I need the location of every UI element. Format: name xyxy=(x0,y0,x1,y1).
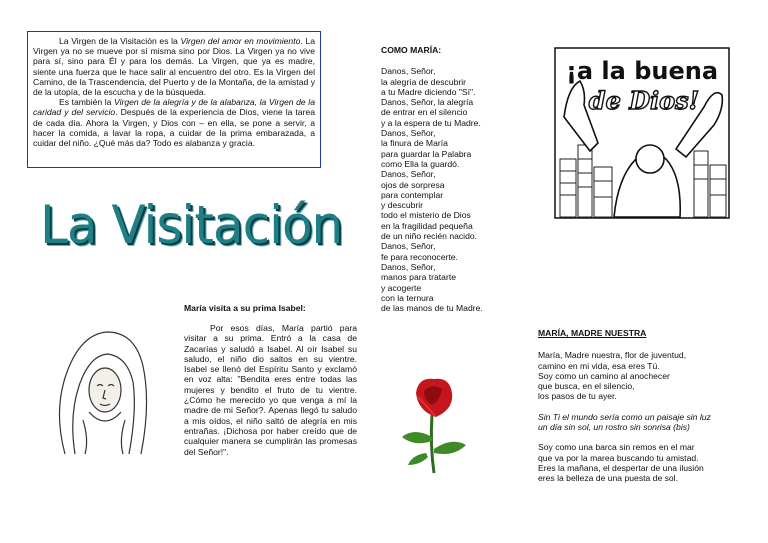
madre-title: MARÍA, MADRE NUESTRA xyxy=(538,328,647,338)
poem-line: y a la espera de tu Madre. xyxy=(381,117,481,128)
poem-line: como Ella la guardó. xyxy=(381,158,460,169)
intro-p1-italic: Virgen del amor en movimiento xyxy=(180,36,301,46)
poem-line: en la fragilidad pequeña xyxy=(381,220,473,231)
madre-line: María, Madre nuestra, flor de juventud, xyxy=(538,350,687,361)
intro-p1-text-a: La Virgen de la Visitación es la xyxy=(59,36,181,46)
madre-line: Eres la mañana, el despertar de una ilusión xyxy=(538,462,704,473)
madre-stanza-1 xyxy=(538,350,728,401)
madre-line: Sin Ti el mundo sería como un paisaje sin luz xyxy=(538,411,711,422)
poem-line: Danos, Señor, xyxy=(381,66,436,77)
isabel-title: María visita a su prima Isabel: xyxy=(184,303,306,313)
madre-line: que va por la marea buscando tu amistad. xyxy=(538,452,699,463)
poem-line: la finura de María xyxy=(381,138,448,149)
buena-de-dios-logo xyxy=(554,47,730,219)
intro-paragraph-2 xyxy=(33,97,315,148)
intro-p2-text-b: . Después de la experiencia de Dios, viene la tarea de cada día. Ahora la Virgen, y Dios con – en ella, se pone a servir, a hacer la comida, a lavar la ropa, a cuidar de la prima embarazada, a cuidar del niño. ¿Qué más da? Todo es alabanza y gracia. xyxy=(33,107,316,149)
madre-line: camino en mi vida, esa eres Tú. xyxy=(538,360,660,371)
madre-stanza-3 xyxy=(538,442,728,483)
poem-title: COMO MARÍA: xyxy=(381,45,442,55)
poem-line: Danos, Señor, xyxy=(381,241,436,252)
poem-line: Danos, Señor, xyxy=(381,128,436,139)
madre-section xyxy=(538,328,728,494)
madre-line: Soy como una barca sin remos en el mar xyxy=(538,442,695,453)
poem-line: a tu Madre diciendo "Sí". xyxy=(381,86,476,97)
intro-p1-text-b: . La Virgen ya no se mueve por sí misma sino por Dios. La Virgen ya no vive para sí, sino para Él y para los demás. La Virgen, que ya es madre, siente una fuerza que le hace salir al encuentro del otro. Es la Virgen del Camino, de la Trascendencia, del Puerto y de la Montaña, de la amistad y de la utopía, de la escucha y de la búsqueda. xyxy=(33,36,315,98)
poem-line: de las manos de tu Madre. xyxy=(381,303,483,314)
intro-p2-italic: Virgen de la alegría y de la alabanza, la Virgen de la caridad y del servicio xyxy=(33,97,315,118)
poem-line: para guardar la Palabra xyxy=(381,148,472,159)
madre-line: Soy como un camino al anochecer xyxy=(538,370,670,381)
madre-stanza-2 xyxy=(538,412,728,433)
poem-line: Danos, Señor, xyxy=(381,169,436,180)
madre-line: un día sin sol, un rostro sin sonrisa (bis) xyxy=(538,422,690,433)
intro-box xyxy=(27,31,321,168)
intro-p2-text-a: Es también la xyxy=(59,97,115,108)
isabel-text: Por esos días, María partió para visitar a su prima. Entró a la casa de Zacarías y saludó a Isabel. Al oír Isabel su saludo, el niño dio saltos en su vientre. Isabel se llenó del Espíritu Santo y exclamó en voz alta: "Bendita eres entre todas las mujeres y bendito el fruto de tu vientre. ¿Cómo he merecido yo que venga a mí la madre de mi Señor?. Apenas llegó tu saludo a mis oídos, el niño saltó de alegría en mis entrañas. ¡Dichosa por haber creído que de cualquier manera se cumplirán las promesas del Señor!". xyxy=(184,323,357,457)
poem-line: y descubrir xyxy=(381,200,424,211)
poem-line: manos para tratarte xyxy=(381,272,456,283)
logo-line-1: ¡a la buena xyxy=(565,57,719,85)
poem-line: ojos de sorpresa xyxy=(381,179,445,190)
intro-paragraph-1 xyxy=(33,36,315,97)
page-title: La Visitación xyxy=(40,194,343,256)
poem-section xyxy=(381,45,516,313)
poem-line: fe para reconocerte. xyxy=(381,251,458,262)
virgin-mary-illustration xyxy=(45,320,153,455)
logo-line-2: de Dios! xyxy=(588,86,700,115)
madre-line: que busca, en el silencio, xyxy=(538,381,635,392)
poem-line: y acogerte xyxy=(381,282,422,293)
poem-line: para contemplar xyxy=(381,189,444,200)
poem-line: Danos, Señor, xyxy=(381,261,436,272)
poem-line: con la ternura xyxy=(381,292,434,303)
poem-line: de entrar en el silencio xyxy=(381,107,468,118)
madre-line: los pasos de tu ayer. xyxy=(538,391,617,402)
madre-line: eres la belleza de una puesta de sol. xyxy=(538,473,678,484)
poem-line: la alegría de descubrir xyxy=(381,76,467,87)
poem-line: de un niño recién nacido. xyxy=(381,231,478,242)
red-rose-illustration xyxy=(396,375,471,475)
poem-line: todo el misterio de Dios xyxy=(381,210,471,221)
poem-line: Danos, Señor, la alegría xyxy=(381,97,474,108)
poem-lines xyxy=(381,66,516,313)
